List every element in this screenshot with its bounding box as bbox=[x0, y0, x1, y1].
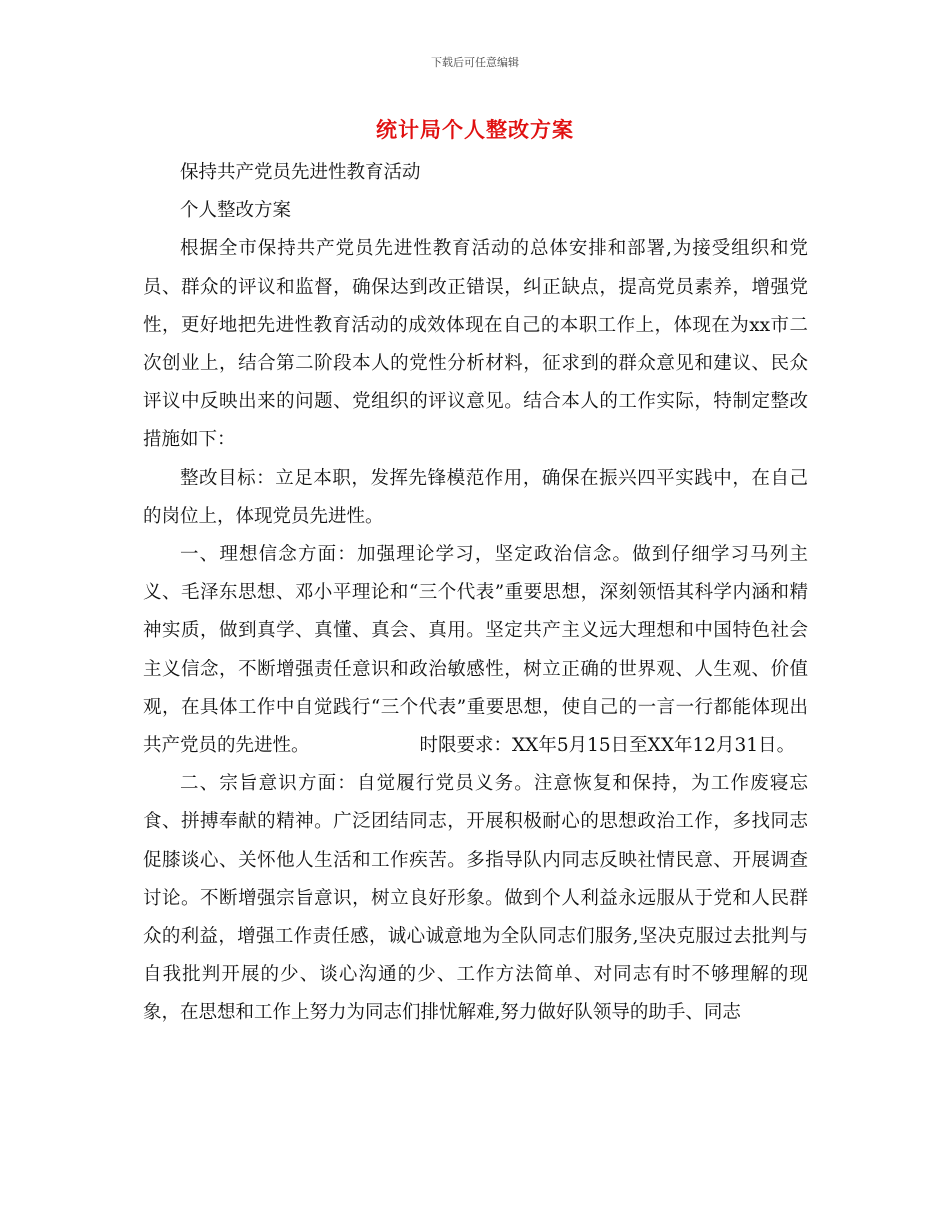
paragraph-plan-name: 个人整改方案 bbox=[180, 200, 292, 222]
document-title: 统计局个人整改方案 bbox=[376, 118, 574, 142]
ideals-beliefs-text: 一、理想信念方面：加强理论学习，坚定政治信念。做到仔细学习马列主义、毛泽东思想、邓小平理论和“三个代表”重要思想，深刻领悟其科学内涵和精神实质，做到真学、真懂、真会、真用。坚定共产主义远大理想和中国特色社会主义信念，不断增强责任意识和政治敏感性，树立正确的世界观、人生观、价值观，在具体工作中自觉践行“三个代表”重要思想，使自己的一言一行都能体现出共产党员的先进性。 bbox=[143, 544, 808, 757]
page-header-note: 下载后可任意编辑 bbox=[431, 56, 519, 69]
paragraph-ideals-beliefs bbox=[143, 536, 808, 765]
paragraph-rectification-goal: 整改目标：立足本职，发挥先锋模范作用，确保在振兴四平实践中，在自己的岗位上，体现党员先进性。 bbox=[143, 467, 808, 527]
document-body bbox=[143, 154, 808, 1033]
paragraph-introduction: 根据全市保持共产党员先进性教育活动的总体安排和部署,为接受组织和党员、群众的评议和监督，确保达到改正错误，纠正缺点，提高党员素养，增强党性，更好地把先进性教育活动的成效体现在自己的本职工作上，体现在为xx市二次创业上，结合第二阶段本人的党性分析材料，征求到的群众意见和建议、民众评议中反映出来的问题、党组织的评议意见。结合本人的工作实际，特制定整改措施如下： bbox=[143, 238, 808, 451]
deadline-text: 时限要求：XX年5月15日至XX年12月31日。 bbox=[419, 735, 796, 757]
paragraph-purpose-awareness: 二、宗旨意识方面：自觉履行党员义务。注意恢复和保持，为工作废寝忘食、拼搏奉献的精神。广泛团结同志，开展积极耐心的思想政治工作，多找同志促膝谈心、关怀他人生活和工作疾苦。多指导队内同志反映社情民意、开展调查讨论。不断增强宗旨意识，树立良好形象。做到个人利益永远服从于党和人民群众的利益，增强工作责任感，诚心诚意地为全队同志们服务,坚决克服过去批判与自我批判开展的少、谈心沟通的少、工作方法简单、对同志有时不够理解的现象，在思想和工作上努力为同志们排忧解难,努力做好队领导的助手、同志 bbox=[143, 773, 808, 1024]
paragraph-activity-name: 保持共产党员先进性教育活动 bbox=[180, 162, 421, 183]
